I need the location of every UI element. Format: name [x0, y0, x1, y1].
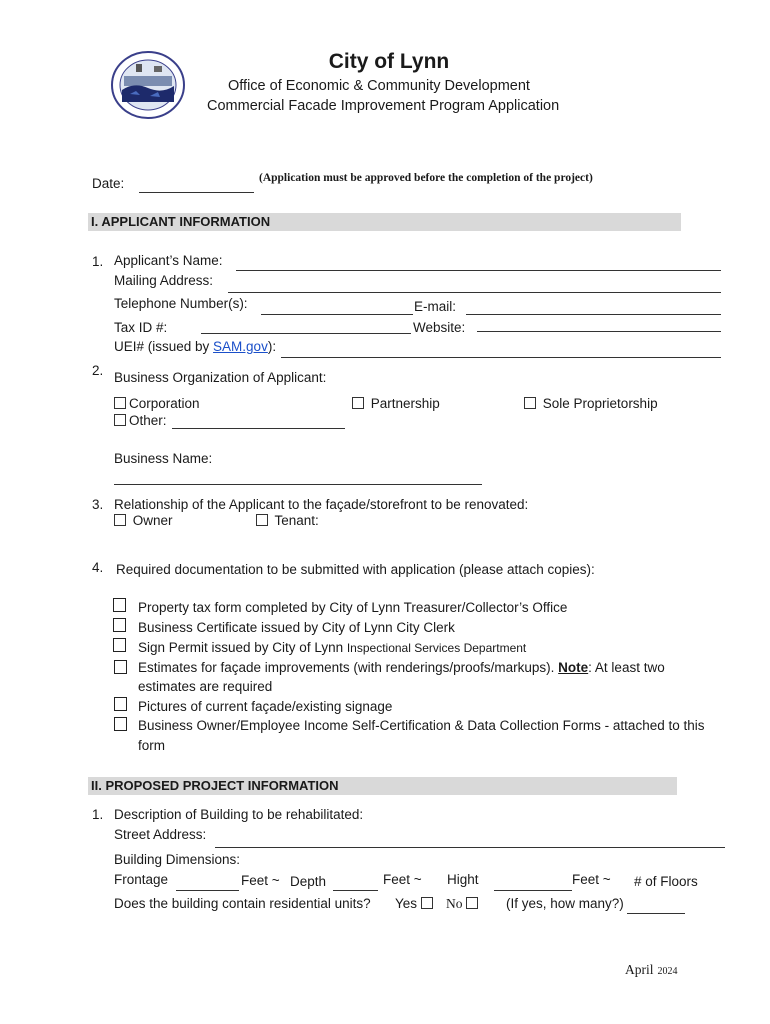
no-label: No — [446, 896, 463, 911]
street-label: Street Address: — [114, 827, 207, 842]
frontage-label: Frontage — [114, 872, 169, 887]
section-applicant-info: I. APPLICANT INFORMATION — [88, 213, 681, 231]
relationship-label: Relationship of the Applicant to the façade/storefront to be renovated: — [114, 497, 529, 512]
office-name: Office of Economic & Community Development — [228, 78, 530, 94]
doc1-checkbox[interactable] — [113, 598, 126, 612]
how-many-field[interactable] — [627, 913, 685, 914]
tenant-label: Tenant: — [274, 513, 319, 528]
doc4-text: Estimates for façade improvements (with renderings/proofs/markups). — [138, 660, 559, 675]
tenant-option[interactable] — [256, 513, 319, 528]
uei-field[interactable] — [281, 357, 721, 358]
approval-note: (Application must be approved before the completion of the project) — [259, 172, 593, 184]
business-name-label: Business Name: — [114, 451, 213, 466]
yes-option[interactable] — [395, 896, 436, 911]
telephone-field[interactable] — [261, 314, 413, 315]
doc5-checkbox[interactable] — [114, 697, 127, 711]
sole-prop-option[interactable] — [524, 396, 658, 411]
telephone-label: Telephone Number(s): — [114, 296, 248, 311]
uei-suffix: ): — [267, 339, 277, 354]
mailing-address-field[interactable] — [228, 292, 721, 293]
tax-id-field[interactable] — [201, 333, 411, 334]
partnership-option[interactable] — [352, 396, 440, 411]
description-label: Description of Building to be rehabilitated: — [114, 807, 364, 822]
page-title: City of Lynn — [328, 50, 450, 73]
tenant-checkbox[interactable] — [256, 514, 268, 526]
feet1-label: Feet ~ — [241, 873, 280, 888]
doc2-label: Business Certificate issued by City of Lynn City Clerk — [138, 620, 455, 635]
email-field[interactable] — [466, 314, 721, 315]
no-checkbox[interactable] — [466, 897, 478, 909]
uei-prefix: UEI# (issued by — [114, 339, 214, 354]
doc6-label: Business Owner/Employee Income Self-Certification & Data Collection Forms - attached to this — [138, 718, 705, 733]
doc4-label — [138, 660, 665, 675]
required-docs-label: Required documentation to be submitted with application (please attach copies): — [116, 562, 595, 577]
owner-label: Owner — [132, 513, 173, 528]
email-label: E-mail: — [414, 299, 457, 314]
doc5-label: Pictures of current façade/existing signage — [138, 699, 393, 714]
corporation-checkbox[interactable] — [114, 397, 126, 409]
doc6-checkbox[interactable] — [114, 717, 127, 731]
feet3-label: Feet ~ — [572, 872, 611, 887]
uei-label — [114, 339, 276, 354]
other-label: Other: — [129, 413, 167, 428]
footer-year: 2024 — [657, 966, 678, 977]
business-org-label: Business Organization of Applicant: — [114, 370, 327, 385]
hight-field[interactable] — [494, 890, 572, 891]
section-project-info: II. PROPOSED PROJECT INFORMATION — [88, 777, 677, 795]
floors-label: # of Floors — [634, 874, 698, 889]
doc4-note: Note — [558, 660, 589, 675]
other-field[interactable] — [172, 428, 345, 429]
q3-number: 3. — [92, 497, 104, 512]
dimensions-label: Building Dimensions: — [114, 852, 241, 867]
doc3-dept: Inspectional Services Department — [346, 641, 527, 655]
sole-prop-label: Sole Proprietorship — [542, 396, 658, 411]
depth-field[interactable] — [333, 890, 378, 891]
q2-number: 2. — [92, 363, 104, 378]
doc3-checkbox[interactable] — [113, 638, 126, 652]
applicant-name-label: Applicant’s Name: — [114, 253, 223, 268]
yes-checkbox[interactable] — [421, 897, 433, 909]
website-label: Website: — [413, 320, 466, 335]
doc3-text: Sign Permit issued by City of Lynn — [138, 640, 347, 655]
frontage-field[interactable] — [176, 890, 239, 891]
no-option[interactable] — [446, 896, 481, 912]
yes-label: Yes — [395, 896, 418, 911]
applicant-name-field[interactable] — [236, 270, 721, 271]
partnership-checkbox[interactable] — [352, 397, 364, 409]
doc3-label — [138, 640, 526, 655]
corporation-label: Corporation — [129, 396, 200, 411]
tax-id-label: Tax ID #: — [114, 320, 168, 335]
sam-gov-link[interactable]: SAM.gov — [213, 339, 268, 354]
other-checkbox[interactable] — [114, 414, 126, 426]
partnership-label: Partnership — [370, 396, 440, 411]
doc4-checkbox[interactable] — [114, 660, 127, 674]
doc2-checkbox[interactable] — [113, 618, 126, 632]
doc6-label-cont: form — [138, 738, 165, 753]
s2-q1-number: 1. — [92, 807, 104, 822]
mailing-address-label: Mailing Address: — [114, 273, 214, 288]
hight-label: Hight — [447, 872, 479, 887]
date-label: Date: — [92, 176, 125, 191]
how-many-label: (If yes, how many?) — [506, 896, 624, 911]
q1-number: 1. — [92, 254, 104, 269]
residential-label: Does the building contain residential units? — [114, 896, 371, 911]
feet2-label: Feet ~ — [383, 872, 422, 887]
owner-checkbox[interactable] — [114, 514, 126, 526]
program-name: Commercial Facade Improvement Program Application — [207, 98, 560, 114]
footer-month: April — [625, 962, 654, 977]
business-name-field[interactable] — [114, 484, 482, 485]
sole-prop-checkbox[interactable] — [524, 397, 536, 409]
footer-date — [625, 961, 678, 979]
other-option[interactable] — [114, 413, 167, 428]
date-field[interactable] — [139, 192, 254, 193]
q4-number: 4. — [92, 560, 104, 575]
doc1-label: Property tax form completed by City of Lynn Treasurer/Collector’s Office — [138, 600, 568, 615]
depth-label: Depth — [290, 874, 327, 889]
doc4-text-b: : At least two — [588, 660, 665, 675]
owner-option[interactable] — [114, 513, 173, 528]
corporation-option[interactable] — [114, 396, 200, 411]
doc4-label-cont: estimates are required — [138, 679, 273, 694]
street-field[interactable] — [215, 847, 725, 848]
website-field[interactable] — [477, 331, 721, 332]
